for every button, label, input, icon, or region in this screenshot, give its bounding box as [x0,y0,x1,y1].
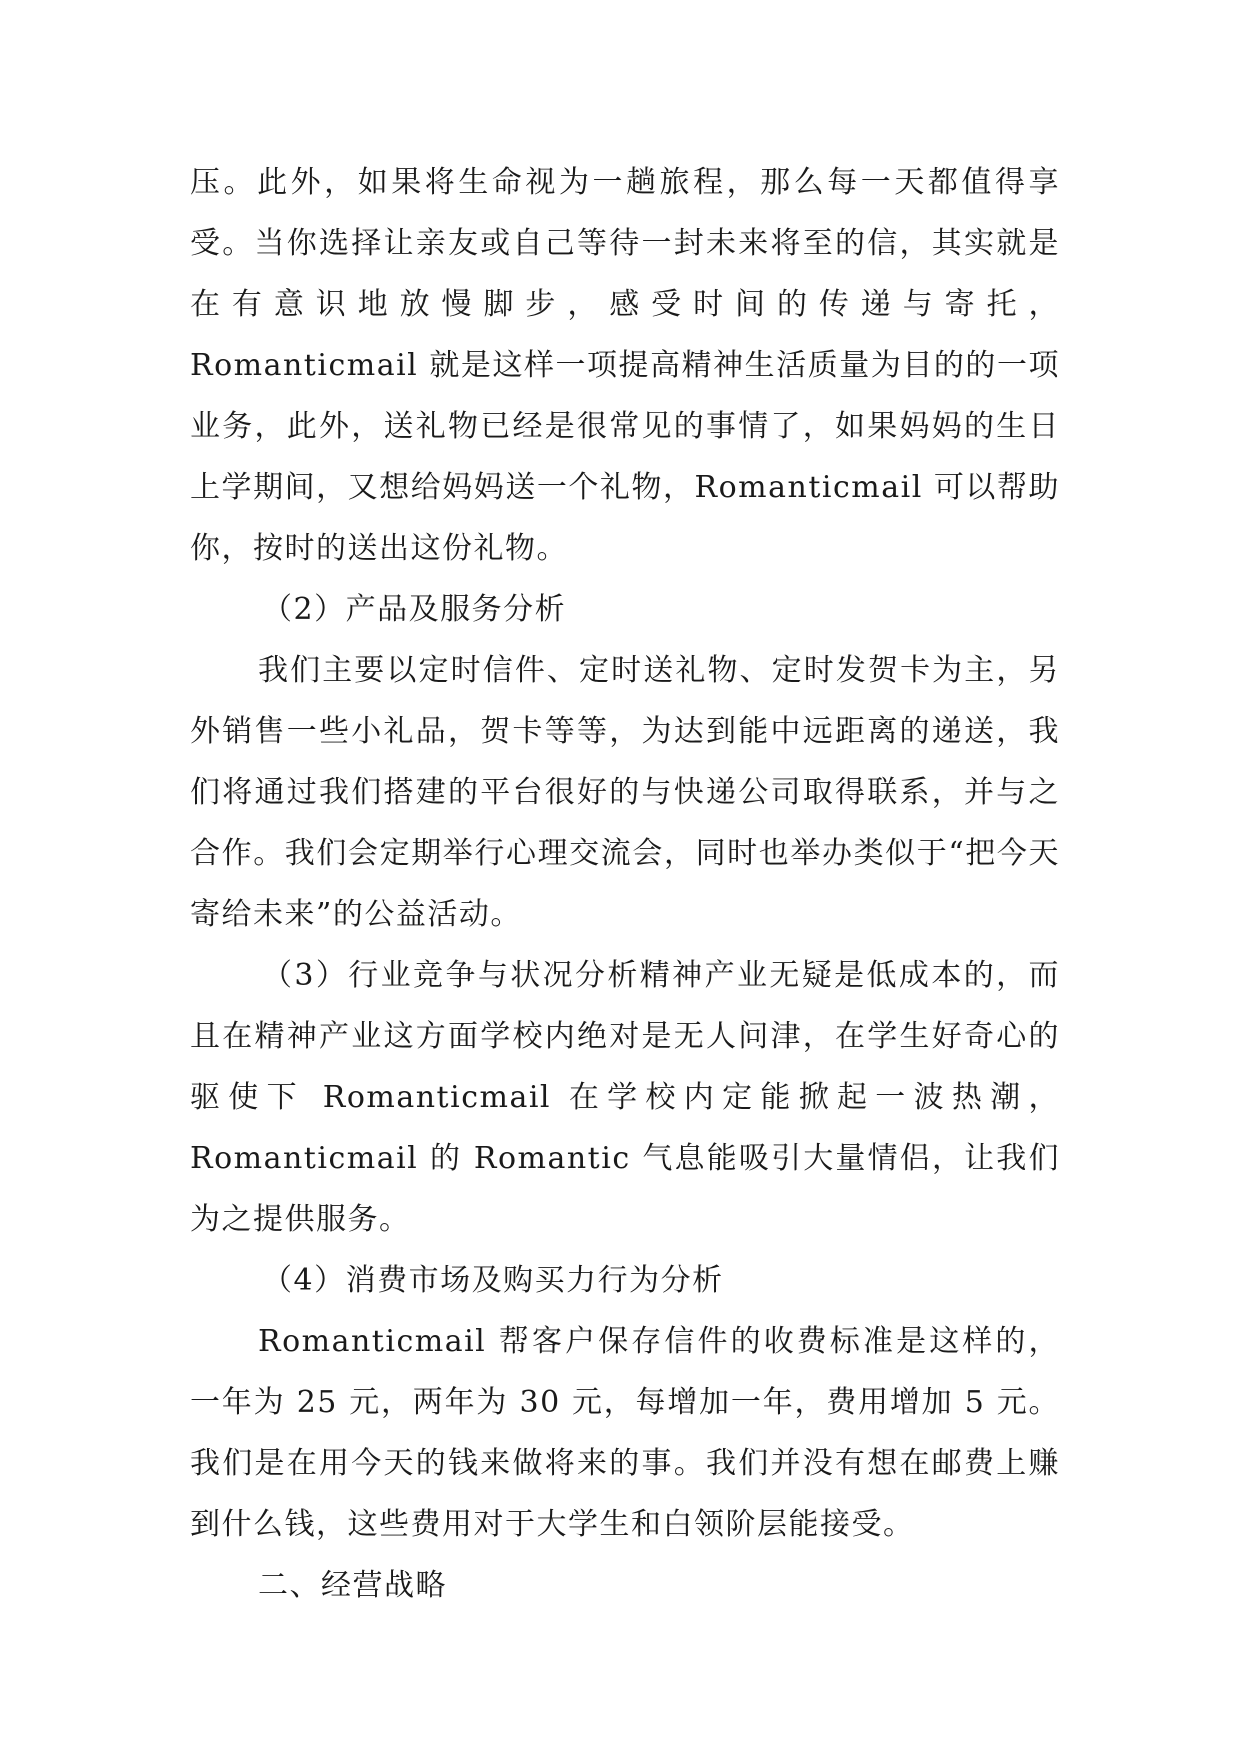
section-heading-consumer-market: （4）消费市场及购买力行为分析 [262,1263,724,1298]
section-heading-business-strategy: 二、经营战略 [258,1568,447,1603]
paragraph-consumer-market: Romanticmail 帮客户保存信件的收费标准是这样的，一年为 25 元，两年为 30 元，每增加一年，费用增加 5 元。我们是在用今天的钱来做将来的事。我们并没有想在邮费上赚到什么钱，这些费用对于大学生和白领阶层能接受。 [190,1324,1060,1542]
paragraph-continuation: 压。此外，如果将生命视为一趟旅程，那么每一天都值得享受。当你选择让亲友或自己等待一封未来将至的信，其实就是在有意识地放慢脚步，感受时间的传递与寄托，Romanticmail 就是这样一项提高精神生活质量为目的的一项业务，此外，送礼物已经是很常见的事情了，如果妈妈的生日上学期间，又想给妈妈送一个礼物，Romanticmail 可以帮助你，按时的送出这份礼物。 [190,165,1060,566]
document-body [190,152,1060,1616]
paragraph-product-service: 我们主要以定时信件、定时送礼物、定时发贺卡为主，另外销售一些小礼品，贺卡等等，为达到能中远距离的递送，我们将通过我们搭建的平台很好的与快递公司取得联系，并与之合作。我们会定期举行心理交流会，同时也举办类似于“把今天寄给未来”的公益活动。 [190,653,1060,932]
paragraph-industry-competition: （3）行业竞争与状况分析精神产业无疑是低成本的，而且在精神产业这方面学校内绝对是无人问津，在学生好奇心的驱使下 Romanticmail 在学校内定能掀起一波热潮，Romanticmail 的 Romantic 气息能吸引大量情侣，让我们为之提供服务。 [190,958,1060,1237]
section-heading-product-service: （2）产品及服务分析 [262,592,567,627]
